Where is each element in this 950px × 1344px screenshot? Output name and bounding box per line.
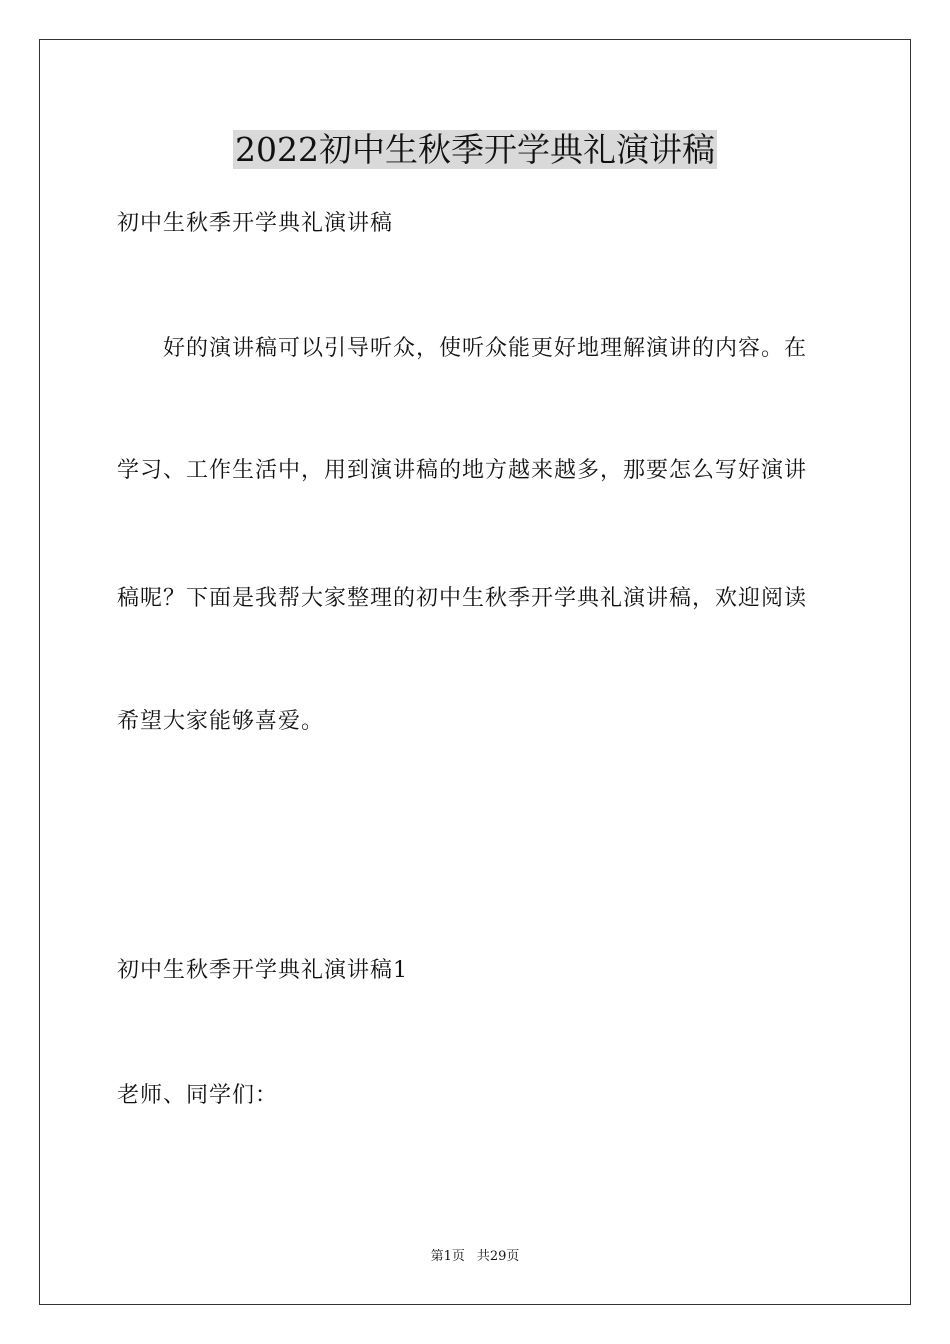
intro-line-1: 好的演讲稿可以引导听众，使听众能更好地理解演讲的内容。在 [163,336,808,361]
document-subtitle: 初中生秋季开学典礼演讲稿 [117,211,394,236]
page-footer [0,1248,950,1266]
document-title-text: 2022初中生秋季开学典礼演讲稿 [235,130,715,169]
page-number: 第1页 [430,1249,465,1264]
salutation: 老师、同学们： [117,1083,279,1108]
section-heading: 初中生秋季开学典礼演讲稿1 [117,958,408,983]
intro-line-2: 学习、工作生活中，用到演讲稿的地方越来越多，那要怎么写好演讲 [117,458,808,483]
intro-line-3: 稿呢？下面是我帮大家整理的初中生秋季开学典礼演讲稿，欢迎阅读 [117,586,808,611]
total-pages: 共29页 [476,1249,520,1264]
document-title [0,128,950,172]
intro-line-4: 希望大家能够喜爱。 [117,709,325,734]
